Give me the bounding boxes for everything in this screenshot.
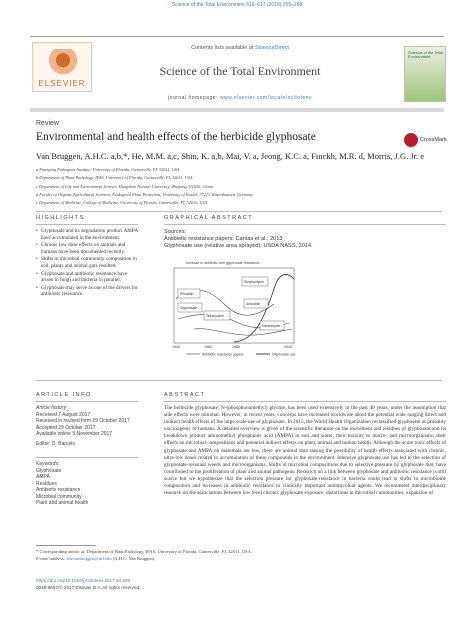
history-date: Received 7 August 2017 — [36, 411, 91, 418]
article-info-heading: ARTICLE INFO — [36, 392, 92, 398]
series-label: Vancomycin — [262, 324, 281, 328]
history-date: Received in revised form 29 October 2017 — [36, 418, 130, 424]
divider — [36, 457, 138, 458]
sciencedirect-link[interactable]: ScienceDirect — [254, 45, 289, 51]
divider — [36, 380, 442, 381]
series-label: Ampicillin — [246, 302, 261, 306]
publisher-name: ELSEVIER — [38, 79, 86, 88]
journal-title: Science of the Total Environment — [159, 64, 321, 78]
highlight-item: • Shifts in microbial community composition in soil, plants and animal guts resulted. — [36, 256, 138, 269]
contents-line — [130, 45, 350, 51]
contents-prefix: Contents lists available at — [191, 45, 254, 51]
footnote-rule — [36, 545, 96, 546]
divider — [164, 401, 446, 402]
keywords — [36, 461, 141, 507]
email-link[interactable]: ahcvanbruggen@ufl.edu — [66, 555, 112, 561]
divider — [36, 211, 442, 212]
abstract-heading: ABSTRACT — [164, 392, 206, 398]
x-tick-label: 1980 — [232, 345, 240, 349]
series-label: Tetracycline — [206, 314, 224, 318]
affiliation: e Department of Medicine, College of Medicine, University of Florida, Gainesville, FL 32610, USA — [36, 200, 208, 206]
source-line: Antibiotic resistance papers: Cantas et al., 2013 — [164, 236, 283, 242]
highlight-item: • Chronic low dose effects on animals and humans have been documented recently. — [36, 242, 138, 255]
affiliations — [36, 166, 446, 207]
affiliation: c Department of Life and Environment Science, Hangzhou Normal University, Zhejiang 311036, China — [36, 183, 213, 189]
journal-homepage — [120, 95, 360, 101]
legend-label: Glyphosate use — [272, 352, 296, 357]
graphical-abstract-heading: GRAPHICAL ABSTRACT — [164, 215, 254, 221]
figure-caption: Increase in antibiotic and glyphosate resistance — [186, 261, 260, 265]
x-tick-label: 1940 — [172, 345, 180, 349]
email-label: E-mail address: — [36, 555, 66, 561]
email-line — [36, 556, 446, 563]
copyright: 0048-9697/© 2017 Elsevier B.V. All rights reserved. — [36, 584, 141, 590]
history-date: Accepted 29 October 2017 — [36, 424, 96, 431]
keyword: Microbial community — [36, 493, 82, 500]
legend-label: Antibiotic resistance papers — [202, 352, 244, 357]
affiliation: b Department of Plant Pathology, IFAS, University of Florida, Gainesville, FL 32611, USA — [36, 175, 193, 181]
keyword: AMPA — [36, 474, 50, 480]
affiliation: d Faculty of Organic Agricultural Sciences, Ecological Plant Protection, University of Kassel, 37213 Witzenhausen, Germany — [36, 191, 254, 197]
homepage-link[interactable]: www.elsevier.com/locate/scitotenv — [219, 95, 312, 101]
x-tick-label: 1962 — [204, 345, 212, 349]
crossmark-icon — [404, 133, 418, 147]
article-title: Environmental and health effects of the herbicide glyphosate — [36, 131, 316, 143]
running-header: Science of the Total Environment 616–617 (2018) 255–268 — [171, 2, 303, 8]
series-label: Streptomycin — [244, 280, 264, 284]
keyword: Glyphosate — [36, 467, 62, 474]
divider — [36, 224, 138, 225]
graphical-abstract-sources — [164, 229, 394, 250]
keyword: Plant and animal health — [36, 500, 89, 506]
keyword: Residues — [36, 480, 57, 487]
article-type: Review — [36, 120, 59, 127]
journal-cover-image — [404, 46, 446, 102]
article-history — [36, 405, 141, 447]
email-suffix: (A.H.C. Van Bruggen). — [112, 555, 156, 561]
editor: Editor: D. Barcelo — [36, 440, 76, 447]
keyword: Antibiotic resistance — [36, 487, 81, 493]
corresponding-note — [36, 549, 446, 562]
highlights-list — [36, 228, 138, 299]
x-tick-label: 2010 — [284, 345, 292, 349]
crossmark-badge[interactable] — [404, 133, 450, 149]
series-label: Penicillin — [180, 292, 194, 296]
graphical-abstract-figure — [164, 259, 364, 359]
highlight-item: • Glyphosate and antibiotic resistance have arisen in fungi and bacteria in parallel. — [36, 271, 138, 284]
crossmark-label: CrossMark — [420, 137, 447, 143]
source-line: Glyphosate use (relative area sprayed): USDA NASS, 2014. — [164, 243, 313, 249]
corresponding-author: * Corresponding author at: Department of Plant Pathology, IFAS, University of Florida, Gainesville, FL 32611, USA. — [36, 549, 253, 554]
keywords-label: Keywords: — [36, 461, 60, 467]
highlight-item: • Glyphosate and its degradation product AMPA have accumulated in the environment. — [36, 228, 138, 241]
series-label: Glyphosate — [180, 306, 198, 310]
highlights-heading: HIGHLIGHTS — [36, 215, 85, 221]
doi-link[interactable]: https://doi.org/10.1016/j.scitotenv.2017.10.309 — [36, 578, 130, 583]
highlight-item: • Glyphosate may serve as one of the drivers for antibiotic resistance. — [36, 285, 138, 298]
history-date: Available online 5 November 2017 — [36, 431, 113, 437]
publication-info — [36, 578, 336, 591]
divider — [164, 224, 446, 225]
history-label: Article history: — [36, 405, 68, 411]
affiliation: a Emerging Pathogens Institute, University of Florida, Gainesville, FL 32611, USA — [36, 167, 180, 172]
author-list: Van Bruggen, A.H.C. a,b,*, He, M.M. a,c, Shin, K. a,b, Mai, V. a, Jeong, K.C. a, Finckh, M.R. d, Morris, J.G. Jr. e — [36, 151, 425, 161]
cover-title: Science of the Total Environment — [408, 50, 443, 60]
abstract-text: The herbicide glyphosate, N-(phosphonomethyl) glycine, has been used extensively in the past 40 years, under the assumption that side effects were minimal. However, in recent years, concerns have increased worldwide about the potential wide ranging direct and indirect health effects of the large scale use of glyphosate. In 2015, the World Health Organization reclassified glyphosate as probably carcinogenic to humans. A detailed overview is given of the scientific literature on the movement and residues of glyphosate and its breakdown product aminomethyl phosphonic acid (AMPA) in soil and water, their toxicity to macro- and microorganisms, their effects on microbial compositions and potential indirect effects on plant, animal and human health. Although the acute toxic effects of glyphosate and AMPA on mammals are low, there are animal data raising the possibility of health effects associated with chronic, ultra-low doses related to accumulation of these compounds in the environment. Intensive glyphosate use has led to the selection of glyphosate-resistant weeds and microorganisms. Shifts in microbial compositions due to selective pressure by glyphosate may have contributed to the proliferation of plant and animal pathogens. Research on a link between glyphosate and antibiotic resistance is still scarce but we hypothesize that the selection pressure for glyphosate-resistance in bacteria could lead to shifts in microbiome composition and increases in antibiotic resistance to clinically important antimicrobial agents. We recommend interdisciplinary research on the associations between low level chronic glyphosate exposure, distortions in microbial communities, expansion of — [164, 405, 446, 497]
tree-icon — [47, 49, 79, 77]
sources-label: Sources: — [164, 229, 187, 235]
elsevier-logo[interactable] — [32, 42, 92, 92]
homepage-prefix: journal homepage: — [168, 95, 218, 101]
divider — [36, 401, 138, 402]
